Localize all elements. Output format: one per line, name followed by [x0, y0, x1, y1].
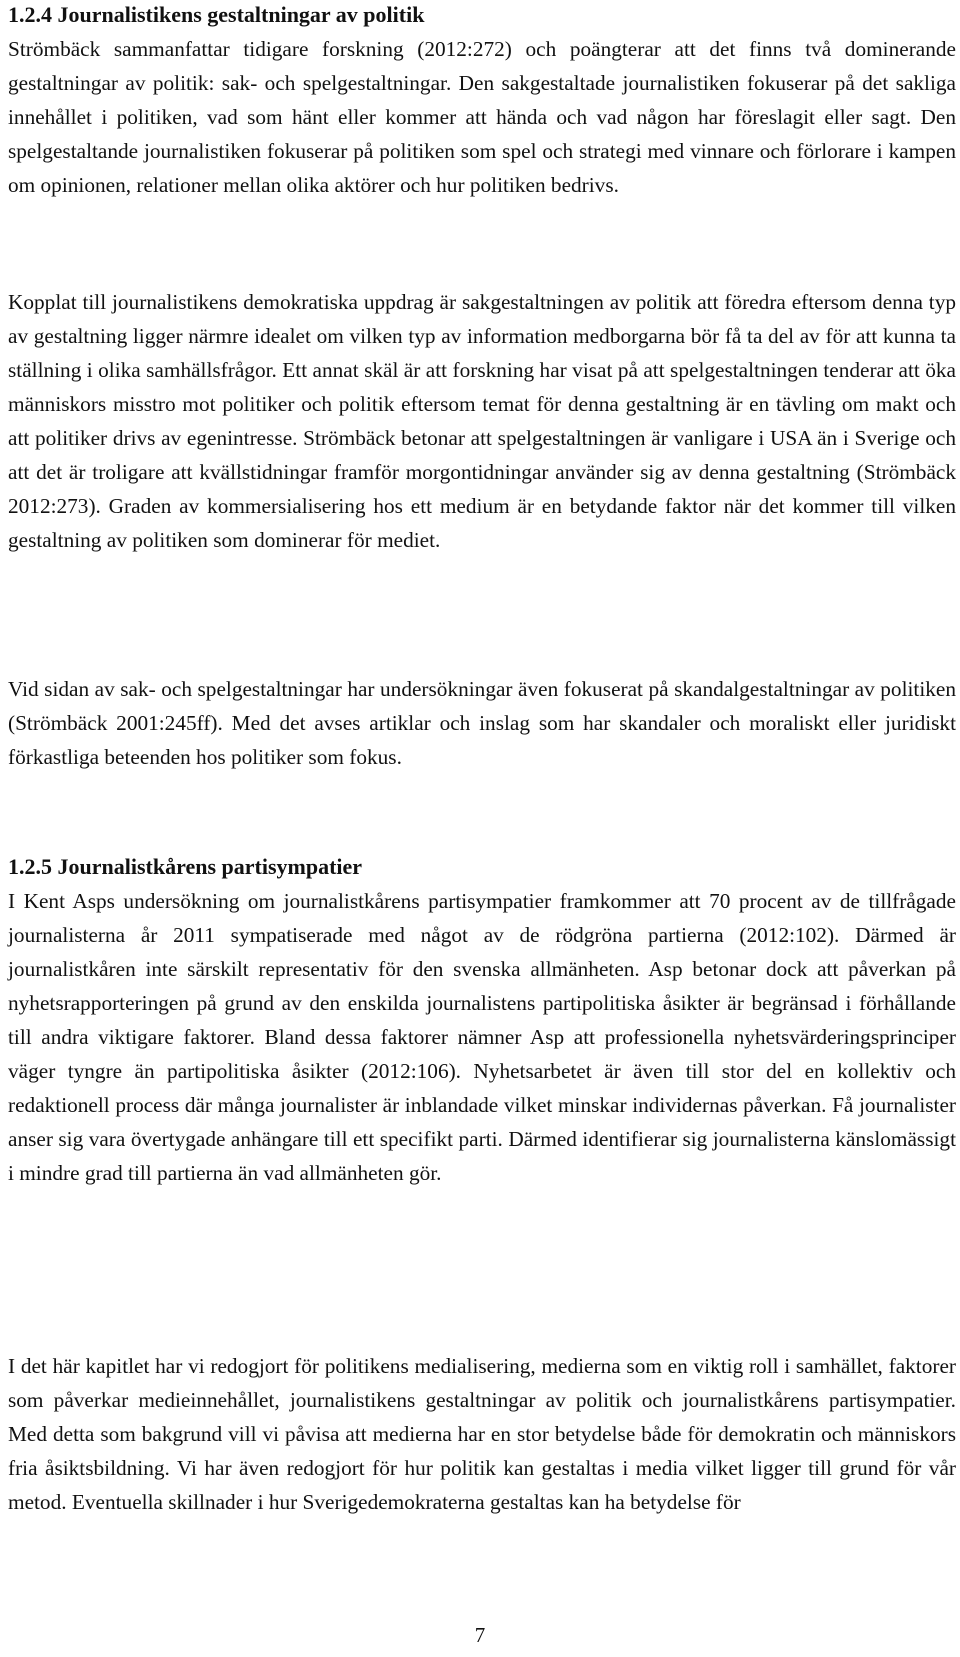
- paragraph-sakgestaltning-demokrati: Kopplat till journalistikens demokratiska uppdrag är sakgestaltningen av politik att föredra eftersom denna typ av gestaltning ligger närmre idealet om vilken typ av information medborgarna bör få ta del av för att kunna ta ställning i olika samhällsfrågor. Ett annat skäl är att forskning har visat på att spelgestaltningen tenderar att öka människors misstro mot politiker och politik eftersom temat för denna gestaltning är en tävling om makt och att politiker drivs av egenintresse. Strömbäck betonar att spelgestaltningen är vanligare i USA än i Sverige och att det är troligare att kvällstidningar framför morgontidningar använder sig av denna gestaltning (Strömbäck 2012:273). Graden av kommersialisering hos ett medium är en betydande faktor när det kommer till vilken gestaltning av politiken som dominerar för mediet.: [8, 290, 956, 552]
- section-heading-journalistikens-gestaltningar: 1.2.4 Journalistikens gestaltningar av politik: [8, 2, 425, 27]
- paragraph-gestaltningar-intro: Strömbäck sammanfattar tidigare forskning (2012:272) och poängterar att det finns två dominerande gestaltningar av politik: sak- och spelgestaltningar. Den sakgestaltade journalistiken fokuserar på det sakliga innehållet i politiken, vad som hänt eller kommer att hända och vad någon har föreslagit eller sagt. Den spelgestaltande journalistiken fokuserar på politiken som spel och strategi med vinnare och förlorare i kampen om opinionen, relationer mellan olika aktörer och hur politiken bedrivs.: [8, 37, 956, 197]
- page-number: 7: [474, 1623, 486, 1647]
- paragraph-chapter-summary: I det här kapitlet har vi redogjort för politikens medialisering, medierna som en viktig roll i samhället, faktorer som påverkar medieinnehållet, journalistikens gestaltningar av politik och journalistkårens partisympatier. Med detta som bakgrund vill vi påvisa att medierna har en stor betydelse både för demokratin och människors fria åsiktsbildning. Vi har även redogjort för hur politik kan gestaltas i media vilket ligger till grund för vår metod. Eventuella skillnader i hur Sverigedemokraterna gestaltas kan ha betydelse för: [8, 1354, 956, 1514]
- paragraph-skandalgestaltningar: Vid sidan av sak- och spelgestaltningar har undersökningar även fokuserat på skandalgestaltningar av politiken (Strömbäck 2001:245ff). Med det avses artiklar och inslag som har skandaler och moraliskt eller juridiskt förkastliga beteenden hos politiker som fokus.: [8, 677, 956, 769]
- section-heading-partisympatier: 1.2.5 Journalistkårens partisympatier: [8, 854, 363, 879]
- paragraph-partisympatier: I Kent Asps undersökning om journalistkårens partisympatier framkommer att 70 procent av de tillfrågade journalisterna år 2011 sympatiserade med något av de rödgröna partierna (2012:102). Därmed är journalistkåren inte särskilt representativ för den svenska allmänheten. Asp betonar dock att påverkan på nyhetsrapporteringen på grund av den enskilda journalistens partipolitiska åsikter är begränsad i förhållande till andra viktigare faktorer. Bland dessa faktorer nämner Asp att professionella nyhetsvärderingsprinciper väger tyngre än partipolitiska åsikter (2012:106). Nyhetsarbetet är även till stor del en kollektiv och redaktionell process där många journalister är inblandade vilket minskar individernas påverkan. Få journalister anser sig vara övertygade anhängare till ett specifikt parti. Därmed identifierar sig journalisterna känslomässigt i mindre grad till partierna än vad allmänheten gör.: [8, 889, 956, 1185]
